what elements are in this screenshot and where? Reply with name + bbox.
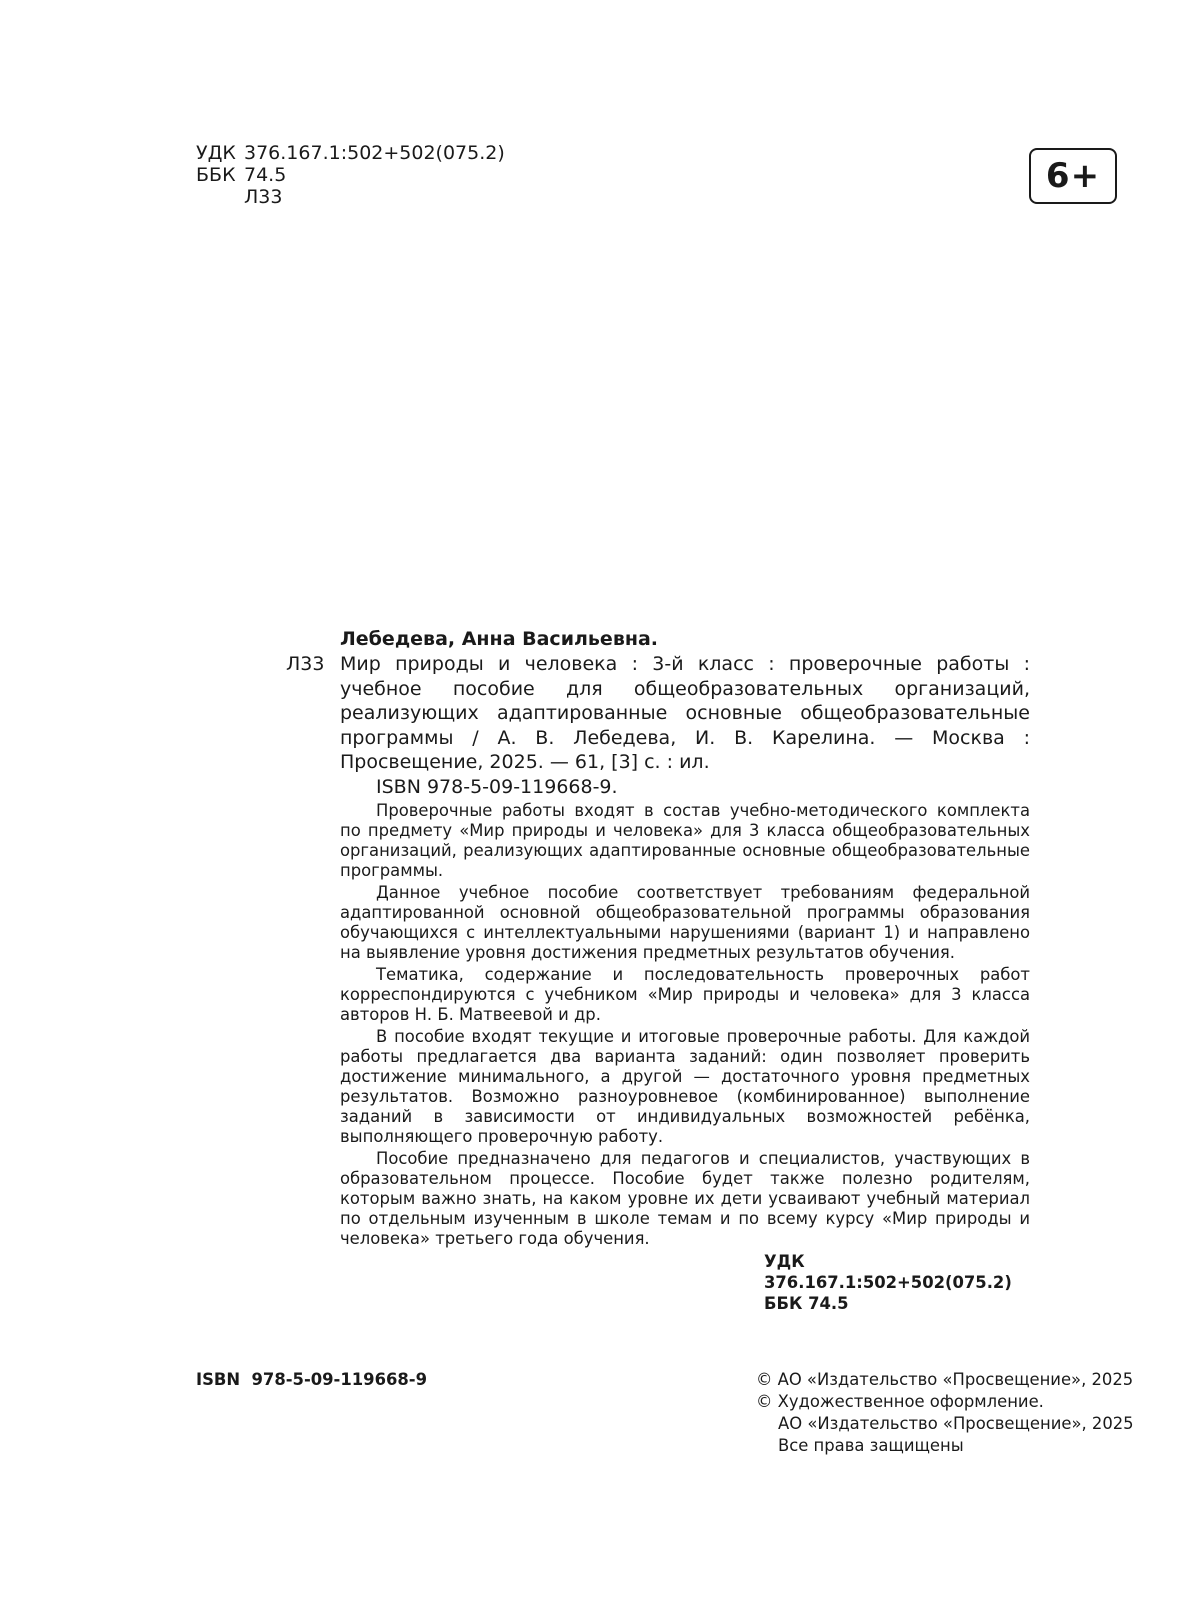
rights-reserved: Все права защищены (778, 1436, 964, 1455)
annotation-paragraph: Пособие предназначено для педагогов и специалистов, участвующих в образовательном процессе. Пособие будет также полезно родителям, которым важно знать, на каком уровне их дети усваивают учебный материал по отдельным изученным в школе темам и по всему курсу «Мир природы и человека» третьего года обучения. (340, 1149, 1030, 1248)
copyright-line-3: АО «Издательство «Просвещение», 2025 (778, 1414, 1134, 1433)
classification-block-top (196, 142, 505, 208)
udk-label: УДК (196, 142, 236, 164)
catalog-udk: УДК 376.167.1:502+502(075.2) (764, 1252, 1012, 1292)
annotation-paragraph: Данное учебное пособие соответствует требованиям федеральной адаптированной основной общеобразовательной программы образования обучающихся с интеллектуальными нарушениями (вариант 1) и направлено на выявление уровня достижения предметных результатов обучения. (340, 883, 1030, 962)
annotation-paragraph: В пособие входят текущие и итоговые проверочные работы. Для каждой работы предлагается два варианта заданий: один позволяет проверить достижение минимального, а другой — достаточного уровня предметных результатов. Возможно разноуровневое (комбинированное) выполнение заданий в зависимости от индивидуальных возможностей ребёнка, выполняющего проверочную работу. (340, 1027, 1030, 1146)
catalog-author: Лебедева, Анна Васильевна. (340, 628, 659, 650)
copyright-block (756, 1369, 1134, 1457)
bbk-row (196, 164, 505, 186)
catalog-card (340, 627, 1030, 1314)
author-mark-row (196, 186, 505, 208)
annotation-paragraph: Тематика, содержание и последовательность проверочных работ корреспондируются с учебником «Мир природы и человека» для 3 класса авторов Н. Б. Матвеевой и др. (340, 965, 1030, 1024)
annotation-paragraph: Проверочные работы входят в состав учебно-методического комплекта по предмету «Мир природы и человека» для 3 класса общеобразовательных организаций, реализующих адаптированные основные общеобразовательные программы. (340, 801, 1030, 880)
age-rating-badge: 6+ (1029, 148, 1117, 204)
catalog-bbk: ББК 74.5 (764, 1294, 849, 1313)
bbk-label: ББК (196, 164, 236, 186)
catalog-isbn: ISBN 978-5-09-119668-9. (376, 775, 618, 798)
bbk-value: 74.5 (244, 164, 287, 186)
udk-value: 376.167.1:502+502(075.2) (244, 142, 505, 164)
author-mark-top: Л33 (244, 186, 283, 208)
copyright-line-1: © АО «Издательство «Просвещение», 2025 (756, 1370, 1134, 1389)
catalog-description: Мир природы и человека : 3-й класс : проверочные работы : учебное пособие для общеобразовательных организаций, реализующих адаптированные основные общеобразовательные программы / А. В. Лебедева, И. В. Карелина. — Москва : Просвещение, 2025. — 61, [3] с. : ил. (340, 653, 1030, 773)
catalog-codes (340, 1251, 1030, 1314)
udk-row (196, 142, 505, 164)
copyright-line-2: © Художественное оформление. (756, 1392, 1044, 1411)
footer-isbn: ISBN 978-5-09-119668-9 (196, 1370, 427, 1389)
catalog-author-mark: Л33 (286, 653, 325, 675)
